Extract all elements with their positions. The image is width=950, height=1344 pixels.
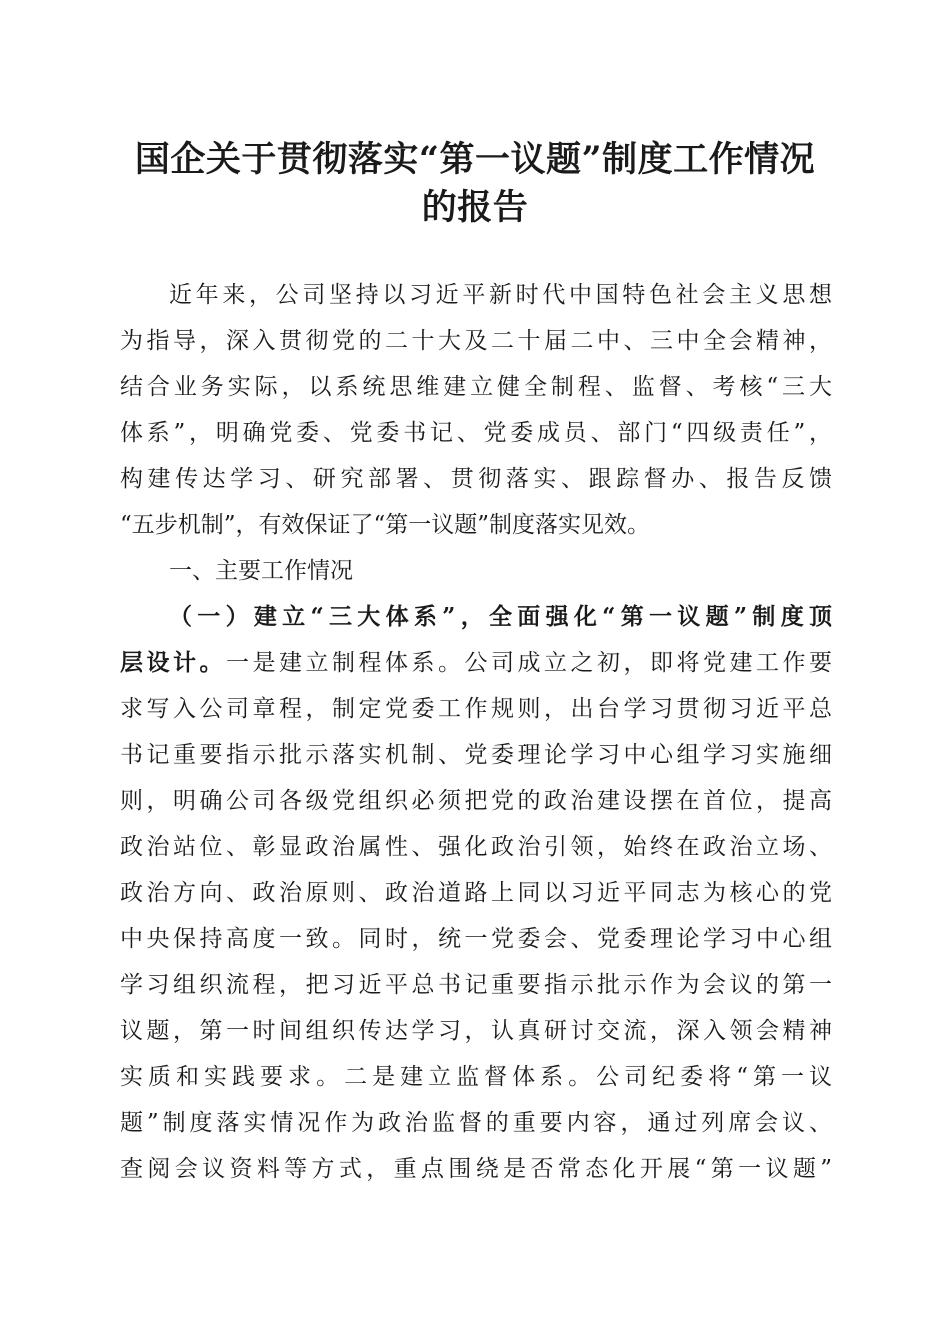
paragraph-line: 议题，第一时间组织传达学习，认真研讨交流，深入领会精神 xyxy=(120,1018,832,1044)
paragraph-line: 求写入公司章程，制定党委工作规则，出台学习贯彻习近平总 xyxy=(120,696,832,722)
document-body xyxy=(120,272,832,1192)
subsection-heading-line: （一）建立“三大体系”，全面强化“第一议题”制度顶 xyxy=(169,603,832,630)
paragraph-line: 为指导，深入贯彻党的二十大及二十届二中、三中全会精神， xyxy=(120,328,832,354)
paragraph-line: “五步机制”，有效保证了“第一议题”制度落实见效。 xyxy=(120,512,651,538)
paragraph-line: 构建传达学习、研究部署、贯彻落实、跟踪督办、报告反馈 xyxy=(120,466,832,492)
paragraph-line-rest: 一是建立制程体系。公司成立之初，即将党建工作要 xyxy=(226,650,832,676)
paragraph-line: 查阅会议资料等方式，重点围绕是否常态化开展“第一议题” xyxy=(120,1156,832,1182)
paragraph-line: 实质和实践要求。二是建立监督体系。公司纪委将“第一议 xyxy=(120,1064,832,1090)
paragraph-line: 则，明确公司各级党组织必须把党的政治建设摆在首位，提高 xyxy=(120,788,832,814)
section-heading: 一、主要工作情况 xyxy=(169,558,353,584)
paragraph-line: 学习组织流程，把习近平总书记重要指示批示作为会议的第一 xyxy=(120,972,832,998)
intro-paragraph xyxy=(120,272,832,548)
subsection-paragraph xyxy=(120,594,832,1192)
paragraph-line: 中央保持高度一致。同时，统一党委会、党委理论学习中心组 xyxy=(120,926,832,952)
paragraph-line: 题”制度落实情况作为政治监督的重要内容，通过列席会议、 xyxy=(120,1110,832,1136)
paragraph-line: 政治方向、政治原则、政治道路上同以习近平同志为核心的党 xyxy=(120,880,832,906)
title-line-2: 的报告 xyxy=(421,187,529,228)
title-line-1: 国企关于贯彻落实“第一议题”制度工作情况 xyxy=(134,139,816,180)
paragraph-line: 书记重要指示批示落实机制、党委理论学习中心组学习实施细 xyxy=(120,742,832,768)
paragraph-line: 政治站位、彰显政治属性、强化政治引领，始终在政治立场、 xyxy=(120,834,832,860)
paragraph-line: 体系”，明确党委、党委书记、党委成员、部门“四级责任”， xyxy=(120,420,832,446)
paragraph-line: 结合业务实际，以系统思维建立健全制程、监督、考核“三大 xyxy=(120,374,832,400)
paragraph-line: 近年来，公司坚持以习近平新时代中国特色社会主义思想 xyxy=(169,282,832,308)
paragraph-line xyxy=(120,640,832,686)
document-title xyxy=(100,136,850,232)
subsection-heading-tail: 层设计。 xyxy=(120,649,226,676)
